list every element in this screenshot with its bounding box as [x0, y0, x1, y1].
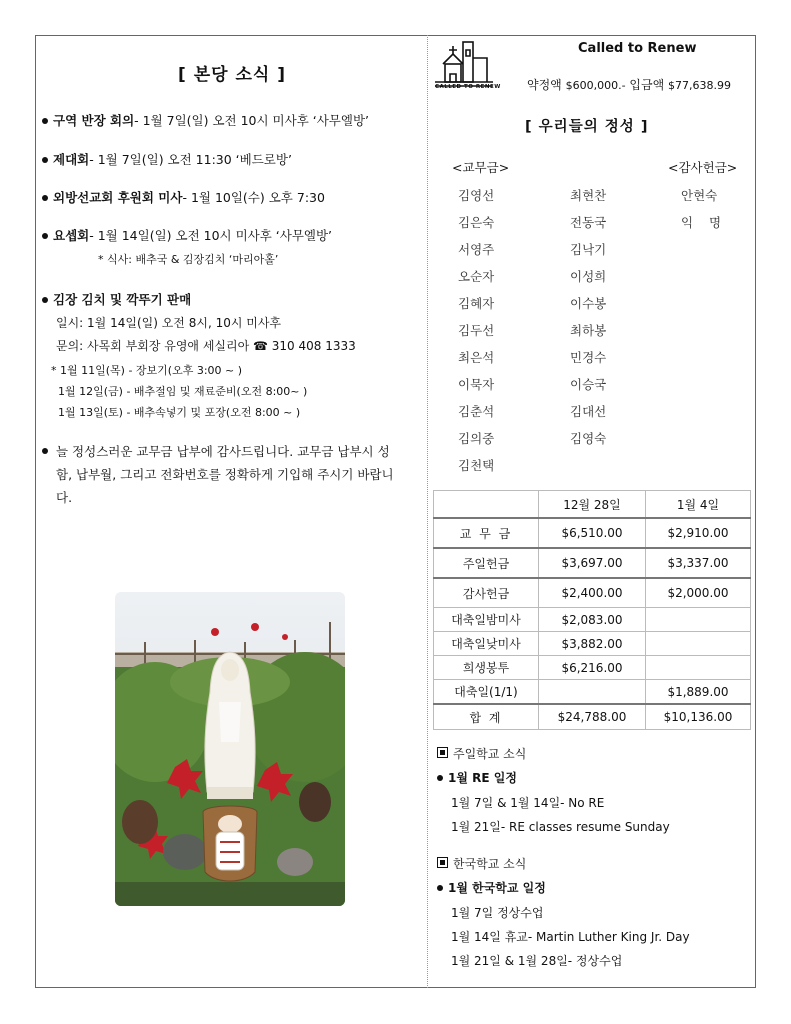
news-item-text: - 1월 7일(일) 오전 10시 미사후 ‘사무엘방’ [134, 113, 369, 128]
bullet-icon [42, 297, 48, 303]
amount-cell: $3,697.00 [539, 548, 646, 578]
row-label-cell: 합 계 [434, 704, 539, 730]
korean-school-line-1: 1월 7일 정상수업 [451, 906, 544, 920]
news-item-mission-mass [42, 188, 325, 206]
donor-name: 최은석 [458, 350, 495, 365]
donor-name: 민경수 [570, 350, 607, 365]
donor-name: 최하봉 [570, 323, 607, 338]
donor-name: 김혜자 [458, 296, 495, 311]
pledge-value: $600,000.- [565, 79, 626, 92]
parish-news-heading: [ 본당 소식 ] [178, 65, 286, 85]
news-item-title: 구역 반장 회의 [53, 113, 135, 128]
amount-cell [646, 656, 751, 680]
table-row [434, 518, 751, 548]
donor-name: 김영선 [458, 188, 495, 203]
news-item-altar-society [42, 150, 292, 168]
category-dues-label: <교무금> [452, 160, 510, 175]
paid-value: $77,638.99 [668, 79, 731, 92]
news-item-title: 외방선교회 후원회 미사 [53, 190, 183, 205]
amount-cell [539, 680, 646, 705]
amount-cell: $2,910.00 [646, 518, 751, 548]
donor-name: 김대선 [570, 404, 607, 419]
donor-name: 최현찬 [570, 188, 607, 203]
bullet-icon [42, 448, 48, 454]
bullet-icon [42, 157, 48, 163]
table-row [434, 608, 751, 632]
amount-cell: $3,337.00 [646, 548, 751, 578]
bullet-icon [42, 118, 48, 124]
table-row [434, 578, 751, 608]
garden-statue-image [115, 592, 345, 906]
donor-name: 이성희 [570, 269, 607, 284]
donor-name: 이묵자 [458, 377, 495, 392]
bullet-icon [42, 195, 48, 201]
donor-name: 김천택 [458, 458, 495, 473]
amount-cell [646, 632, 751, 656]
donor-name: 김낙기 [570, 242, 607, 257]
row-label-cell: 희생봉투 [434, 656, 539, 680]
contribution-thanks-text: 늘 정성스러운 교무금 납부에 감사드립니다. 교무금 납부시 성함, 납부월, 그리고 전화번호를 정확하게 기입해 주시기 바랍니다. [56, 444, 394, 505]
bullet-icon [437, 775, 443, 781]
paid-label: 입금액 [629, 78, 665, 92]
korean-school-line-2: 1월 14일 휴교- Martin Luther King Jr. Day [451, 930, 690, 944]
amount-cell: $3,882.00 [539, 632, 646, 656]
called-to-renew-logo [433, 40, 501, 98]
korean-school-line-3: 1월 21일 & 1월 28일- 정상수업 [451, 954, 623, 968]
amount-cell: $2,083.00 [539, 608, 646, 632]
donor-name: 안현숙 [681, 188, 718, 203]
row-label-cell: 감사헌금 [434, 578, 539, 608]
table-row [434, 704, 751, 730]
sunday-school-line-1: 1월 7일 & 1월 14일- No RE [451, 796, 605, 810]
table-row [434, 680, 751, 705]
row-label-cell: 대축일(1/1) [434, 680, 539, 705]
kimchi-schedule-2: 1월 12일(금) - 배추절임 및 재료준비(오전 8:00~ ) [58, 385, 308, 398]
bullet-icon [437, 885, 443, 891]
sunday-school-sub: 1월 RE 일정 [437, 769, 517, 786]
donor-name: 전동국 [570, 215, 607, 230]
square-bullet-icon [437, 857, 448, 868]
news-item-text: - 1월 7일(일) 오전 11:30 ‘베드로방’ [89, 152, 292, 167]
amount-cell [646, 608, 751, 632]
donor-name: 오순자 [458, 269, 495, 284]
campaign-title: Called to Renew [578, 41, 697, 56]
amount-cell: $24,788.00 [539, 704, 646, 730]
news-item-title: 제대회 [53, 152, 90, 167]
donor-name: 익 명 [681, 215, 722, 230]
amount-cell: $1,889.00 [646, 680, 751, 705]
sunday-school-heading: 주일학교 소식 [437, 745, 526, 762]
news-item-title: 김장 김치 및 깍뚜기 판매 [53, 292, 192, 307]
contribution-thanks-note [42, 440, 402, 509]
news-item-text: - 1월 10일(수) 오후 7:30 [182, 190, 325, 205]
news-item-title: 요셉회 [53, 228, 90, 243]
donor-name: 김의중 [458, 431, 495, 446]
category-thanksgiving-label: <감사헌금> [668, 160, 738, 175]
table-row [434, 548, 751, 578]
table-header-cell [434, 491, 539, 519]
row-label-cell: 대축일낮미사 [434, 632, 539, 656]
amount-cell: $2,400.00 [539, 578, 646, 608]
sunday-school-line-2: 1월 21일- RE classes resume Sunday [451, 820, 670, 834]
pledge-label: 약정액 [527, 78, 562, 92]
table-row [434, 632, 751, 656]
kimchi-schedule-3: 1월 13일(토) - 배추속넣기 및 포장(오전 8:00 ~ ) [58, 406, 301, 419]
joseph-group-meal-note: * 식사: 배추국 & 김장김치 ‘마리아홀’ [98, 253, 279, 266]
weekly-collection-table [433, 490, 751, 730]
row-label-cell: 교 무 금 [434, 518, 539, 548]
donor-name: 김두선 [458, 323, 495, 338]
donor-name: 김춘석 [458, 404, 495, 419]
column-divider [427, 35, 428, 988]
logo-caption: CALLED TO RENEW [435, 84, 501, 90]
news-item-text: - 1월 14일(일) 오전 10시 미사후 ‘사무엘방’ [89, 228, 333, 243]
square-bullet-icon [437, 747, 448, 758]
campaign-amounts [527, 76, 731, 93]
table-header-cell: 12월 28일 [539, 491, 646, 519]
news-item-joseph-group [42, 226, 332, 244]
news-item-kimchi-sale [42, 290, 191, 308]
bullet-icon [42, 233, 48, 239]
amount-cell: $6,510.00 [539, 518, 646, 548]
kimchi-schedule-1: * 1월 11일(목) - 장보기(오후 3:00 ~ ) [51, 364, 243, 377]
korean-school-heading: 한국학교 소식 [437, 855, 526, 872]
donor-name: 이수봉 [570, 296, 607, 311]
korean-school-sub: 1월 한국학교 일정 [437, 879, 546, 896]
table-header-cell: 1월 4일 [646, 491, 751, 519]
donor-name: 이승국 [570, 377, 607, 392]
amount-cell: $2,000.00 [646, 578, 751, 608]
row-label-cell: 주일헌금 [434, 548, 539, 578]
amount-cell: $6,216.00 [539, 656, 646, 680]
row-label-cell: 대축일밤미사 [434, 608, 539, 632]
donor-name: 김은숙 [458, 215, 495, 230]
offerings-heading: [ 우리들의 정성 ] [525, 119, 649, 135]
kimchi-sale-date: 일시: 1월 14일(일) 오전 8시, 10시 미사후 [56, 316, 282, 330]
kimchi-sale-contact: 문의: 사목회 부회장 유영애 세실리아 ☎ 310 408 1333 [56, 339, 356, 353]
table-row [434, 656, 751, 680]
news-item-district-meeting [42, 111, 369, 129]
virgin-mary-statue-photo [115, 592, 345, 906]
donor-name: 서영주 [458, 242, 495, 257]
donor-name: 김영숙 [570, 431, 607, 446]
amount-cell: $10,136.00 [646, 704, 751, 730]
table-header-row [434, 491, 751, 519]
